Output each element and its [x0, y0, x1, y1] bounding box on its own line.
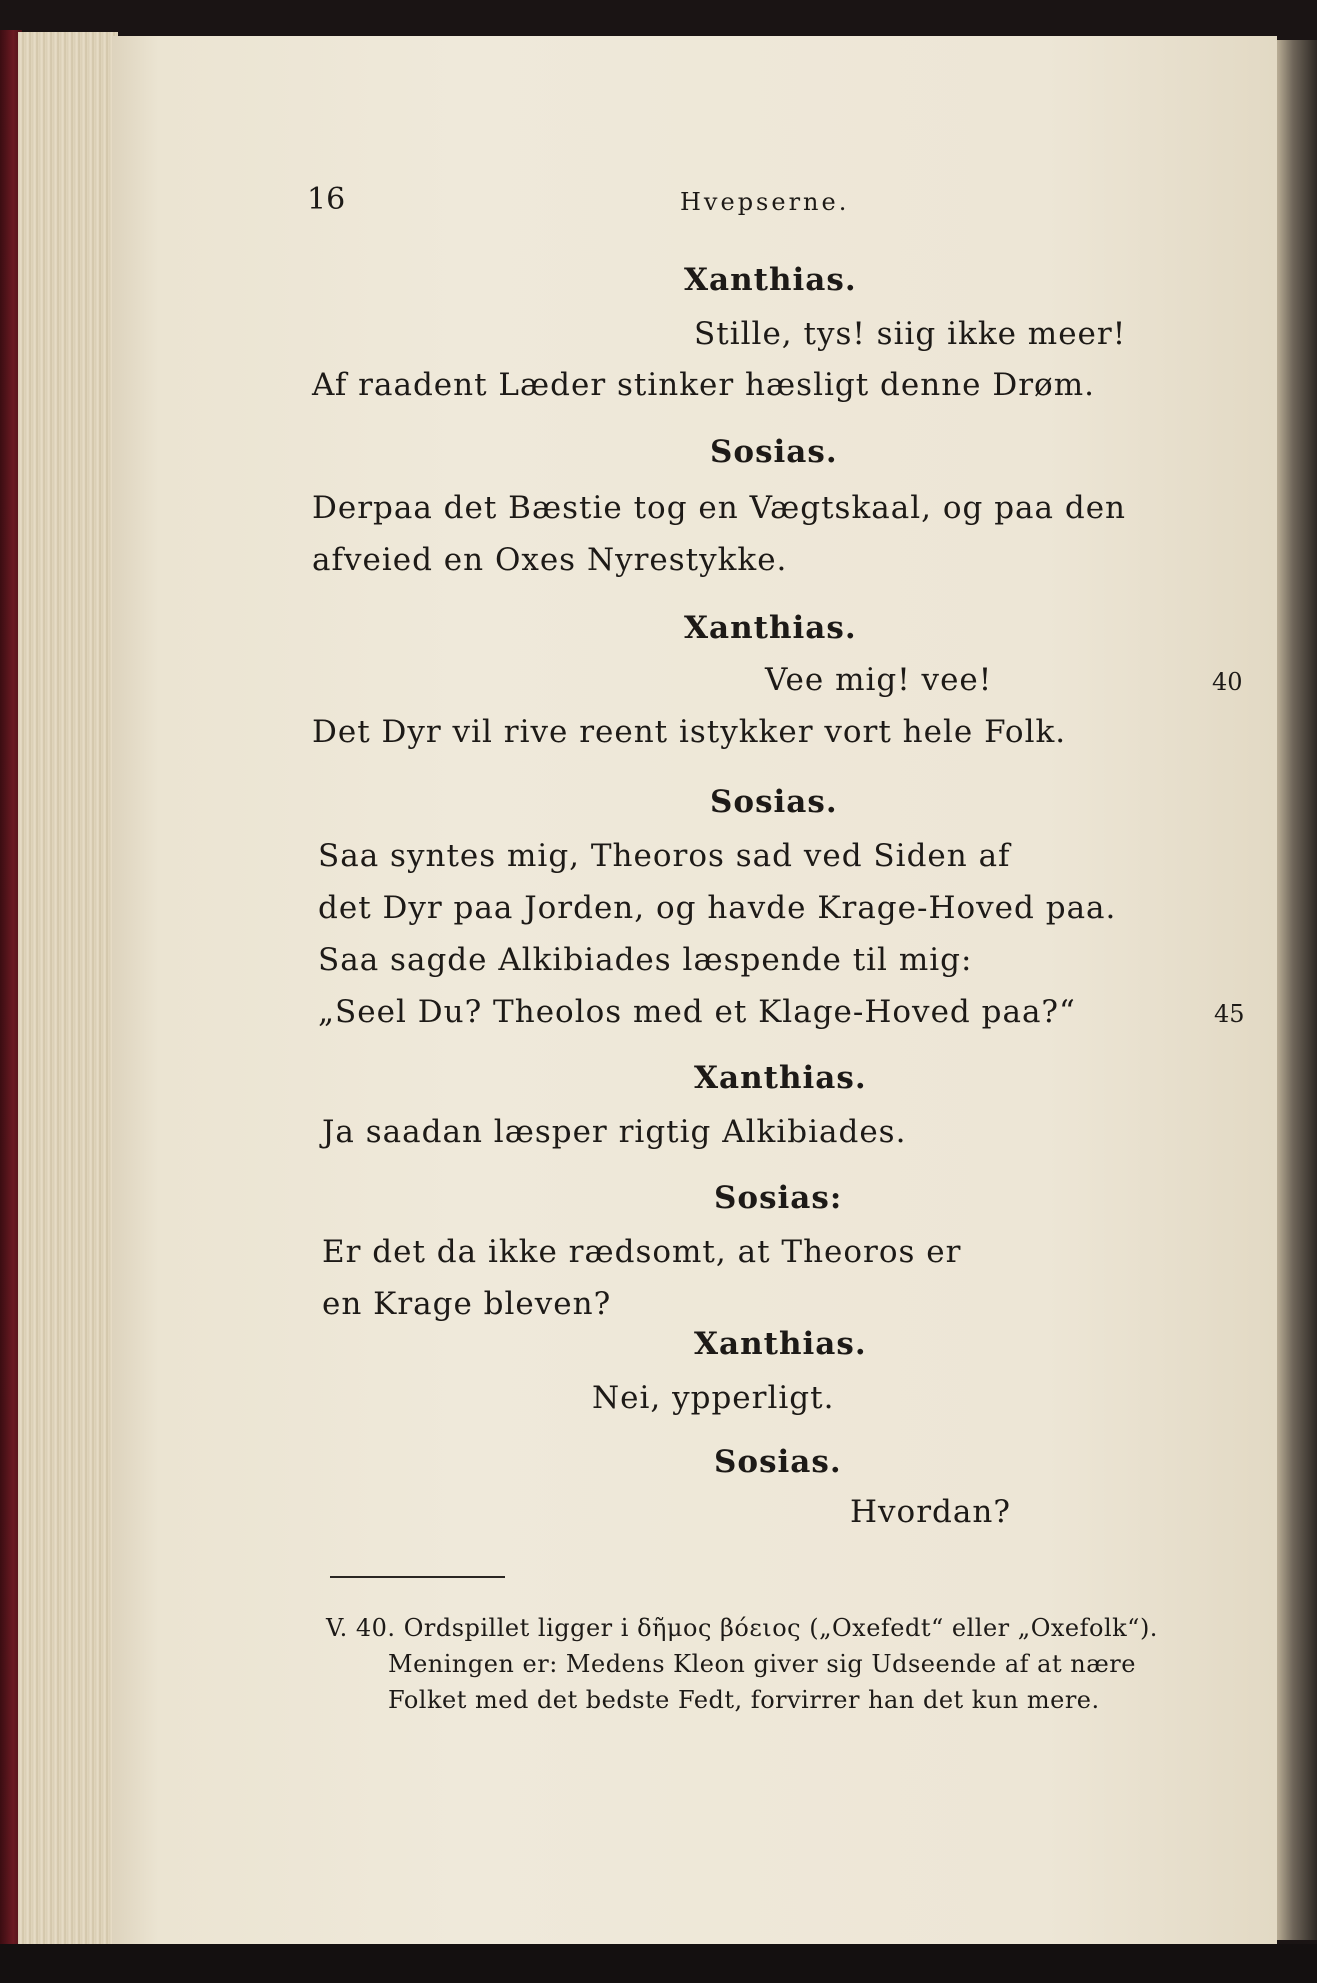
verse-line: „Seel Du? Theolos med et Klage-Hoved paa?“: [318, 994, 1076, 1030]
verse-line: afveied en Oxes Nyrestykke.: [312, 542, 788, 578]
verse-line: en Krage bleven?: [322, 1286, 612, 1322]
speaker-heading: Xanthias.: [684, 610, 857, 646]
verse-line: Er det da ikke rædsomt, at Theoros er: [322, 1234, 962, 1270]
page-stack-edge: [18, 32, 118, 1947]
footnote-divider: [330, 1576, 505, 1578]
verse-line: det Dyr paa Jorden, og havde Krage-Hoved paa.: [318, 890, 1117, 926]
footnote-line: V. 40. Ordspillet ligger i δῆμος βόειος („Oxefedt“ eller „Oxefolk“).: [326, 1614, 1158, 1642]
verse-line: Saa sagde Alkibiades læspende til mig:: [318, 942, 973, 978]
verse-line: Af raadent Læder stinker hæsligt denne Drøm.: [312, 367, 1095, 403]
page-number: 16: [307, 182, 346, 217]
speaker-heading: Sosias.: [710, 434, 838, 470]
verse-line: Ja saadan læsper rigtig Alkibiades.: [322, 1114, 907, 1150]
speaker-heading: Xanthias.: [694, 1060, 867, 1096]
verse-line: Nei, ypperligt.: [592, 1380, 835, 1416]
bottom-shadow: [0, 1944, 1317, 1983]
verse-line: Stille, tys! siig ikke meer!: [694, 316, 1127, 352]
line-number: 40: [1212, 668, 1243, 696]
footnote-line: Folket med det bedste Fedt, forvirrer han det kun mere.: [388, 1686, 1100, 1714]
line-number: 45: [1214, 1000, 1245, 1028]
speaker-heading: Xanthias.: [684, 262, 857, 298]
speaker-heading: Sosias:: [714, 1180, 843, 1216]
verse-line: Vee mig! vee!: [765, 662, 993, 698]
verse-line: Saa syntes mig, Theoros sad ved Siden af: [318, 838, 1011, 874]
speaker-heading: Sosias.: [710, 784, 838, 820]
running-title: Hvepserne.: [680, 188, 850, 216]
verse-line: Derpaa det Bæstie tog en Vægtskaal, og paa den: [312, 490, 1127, 526]
footnote-line: Meningen er: Medens Kleon giver sig Udseende af at nære: [388, 1650, 1136, 1678]
page-gutter-shadow: [1277, 40, 1317, 1940]
speaker-heading: Xanthias.: [694, 1326, 867, 1362]
verse-line: Hvordan?: [850, 1494, 1011, 1530]
verse-line: Det Dyr vil rive reent istykker vort hele Folk.: [312, 714, 1067, 750]
speaker-heading: Sosias.: [714, 1444, 842, 1480]
